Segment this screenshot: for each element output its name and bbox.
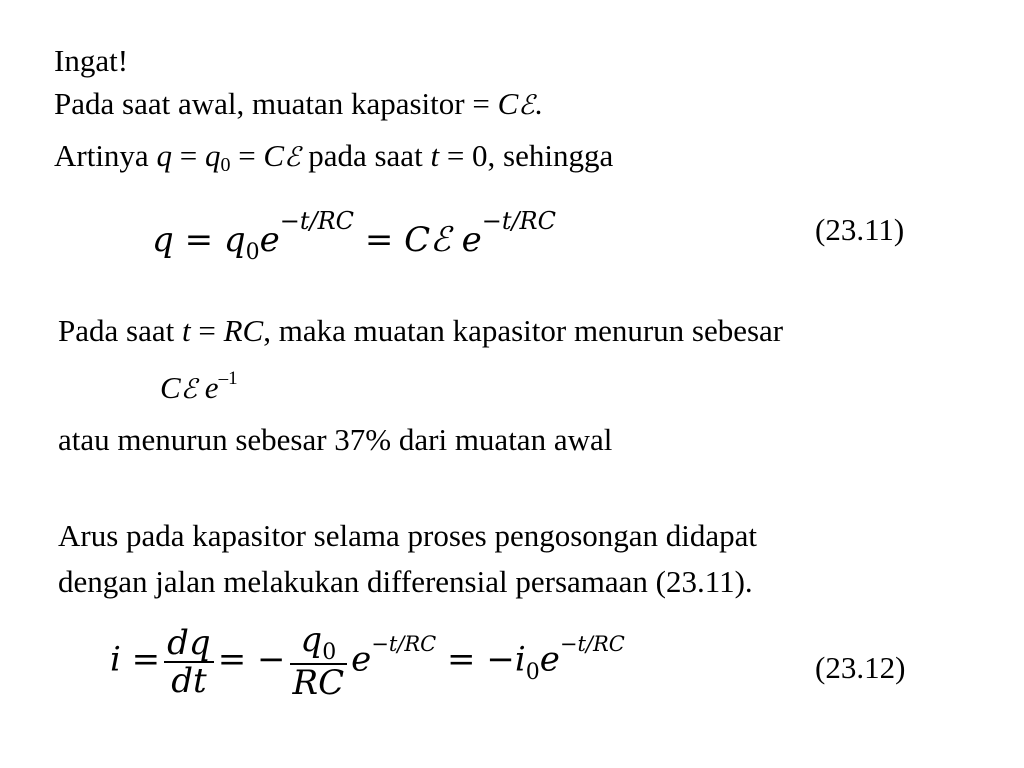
fraction-dq-dt: $\frac{dq}{dt}$ bbox=[164, 625, 214, 699]
paragraph-37-percent: atau menurun sebesar 37% dari muatan awal bbox=[58, 422, 613, 457]
emf-symbol: ℰ bbox=[518, 90, 535, 121]
intro-line-artinya: Artinya $q = q_0$ = Cℰ pada saat t = 0, sehingga bbox=[54, 138, 614, 176]
equation-number-23-12: (23.12) bbox=[815, 650, 906, 685]
equation-23-12: i = $\frac{dq}{dt}$ = − $\frac{q_0}{RC}$ $e-t/RC = -i_0e-t/RC$ bbox=[110, 620, 625, 703]
paragraph-current-line-1: Arus pada kapasitor selama proses pengosongan didapat bbox=[58, 518, 758, 553]
paragraph-t-equals-rc: Pada saat t = RC, maka muatan kapasitor menurun sebesar bbox=[58, 313, 784, 348]
intro-line-initial-charge: Pada saat awal, muatan kapasitor = Cℰ. bbox=[54, 86, 543, 121]
expression-c-emf-e-minus-one: Cℰ $e^{-1}$ bbox=[160, 368, 238, 405]
equation-23-11: $q = q_0e-t/RC$ = Cℰ e−t/RC bbox=[152, 207, 556, 265]
paragraph-current-line-2: dengan jalan melakukan differensial persamaan (23.11). bbox=[58, 564, 753, 599]
heading-ingat: Ingat! bbox=[54, 43, 129, 78]
equation-number-23-11: (23.11) bbox=[815, 212, 905, 247]
fraction-q0-rc: $\frac{q_0}{RC}$ bbox=[290, 622, 348, 701]
